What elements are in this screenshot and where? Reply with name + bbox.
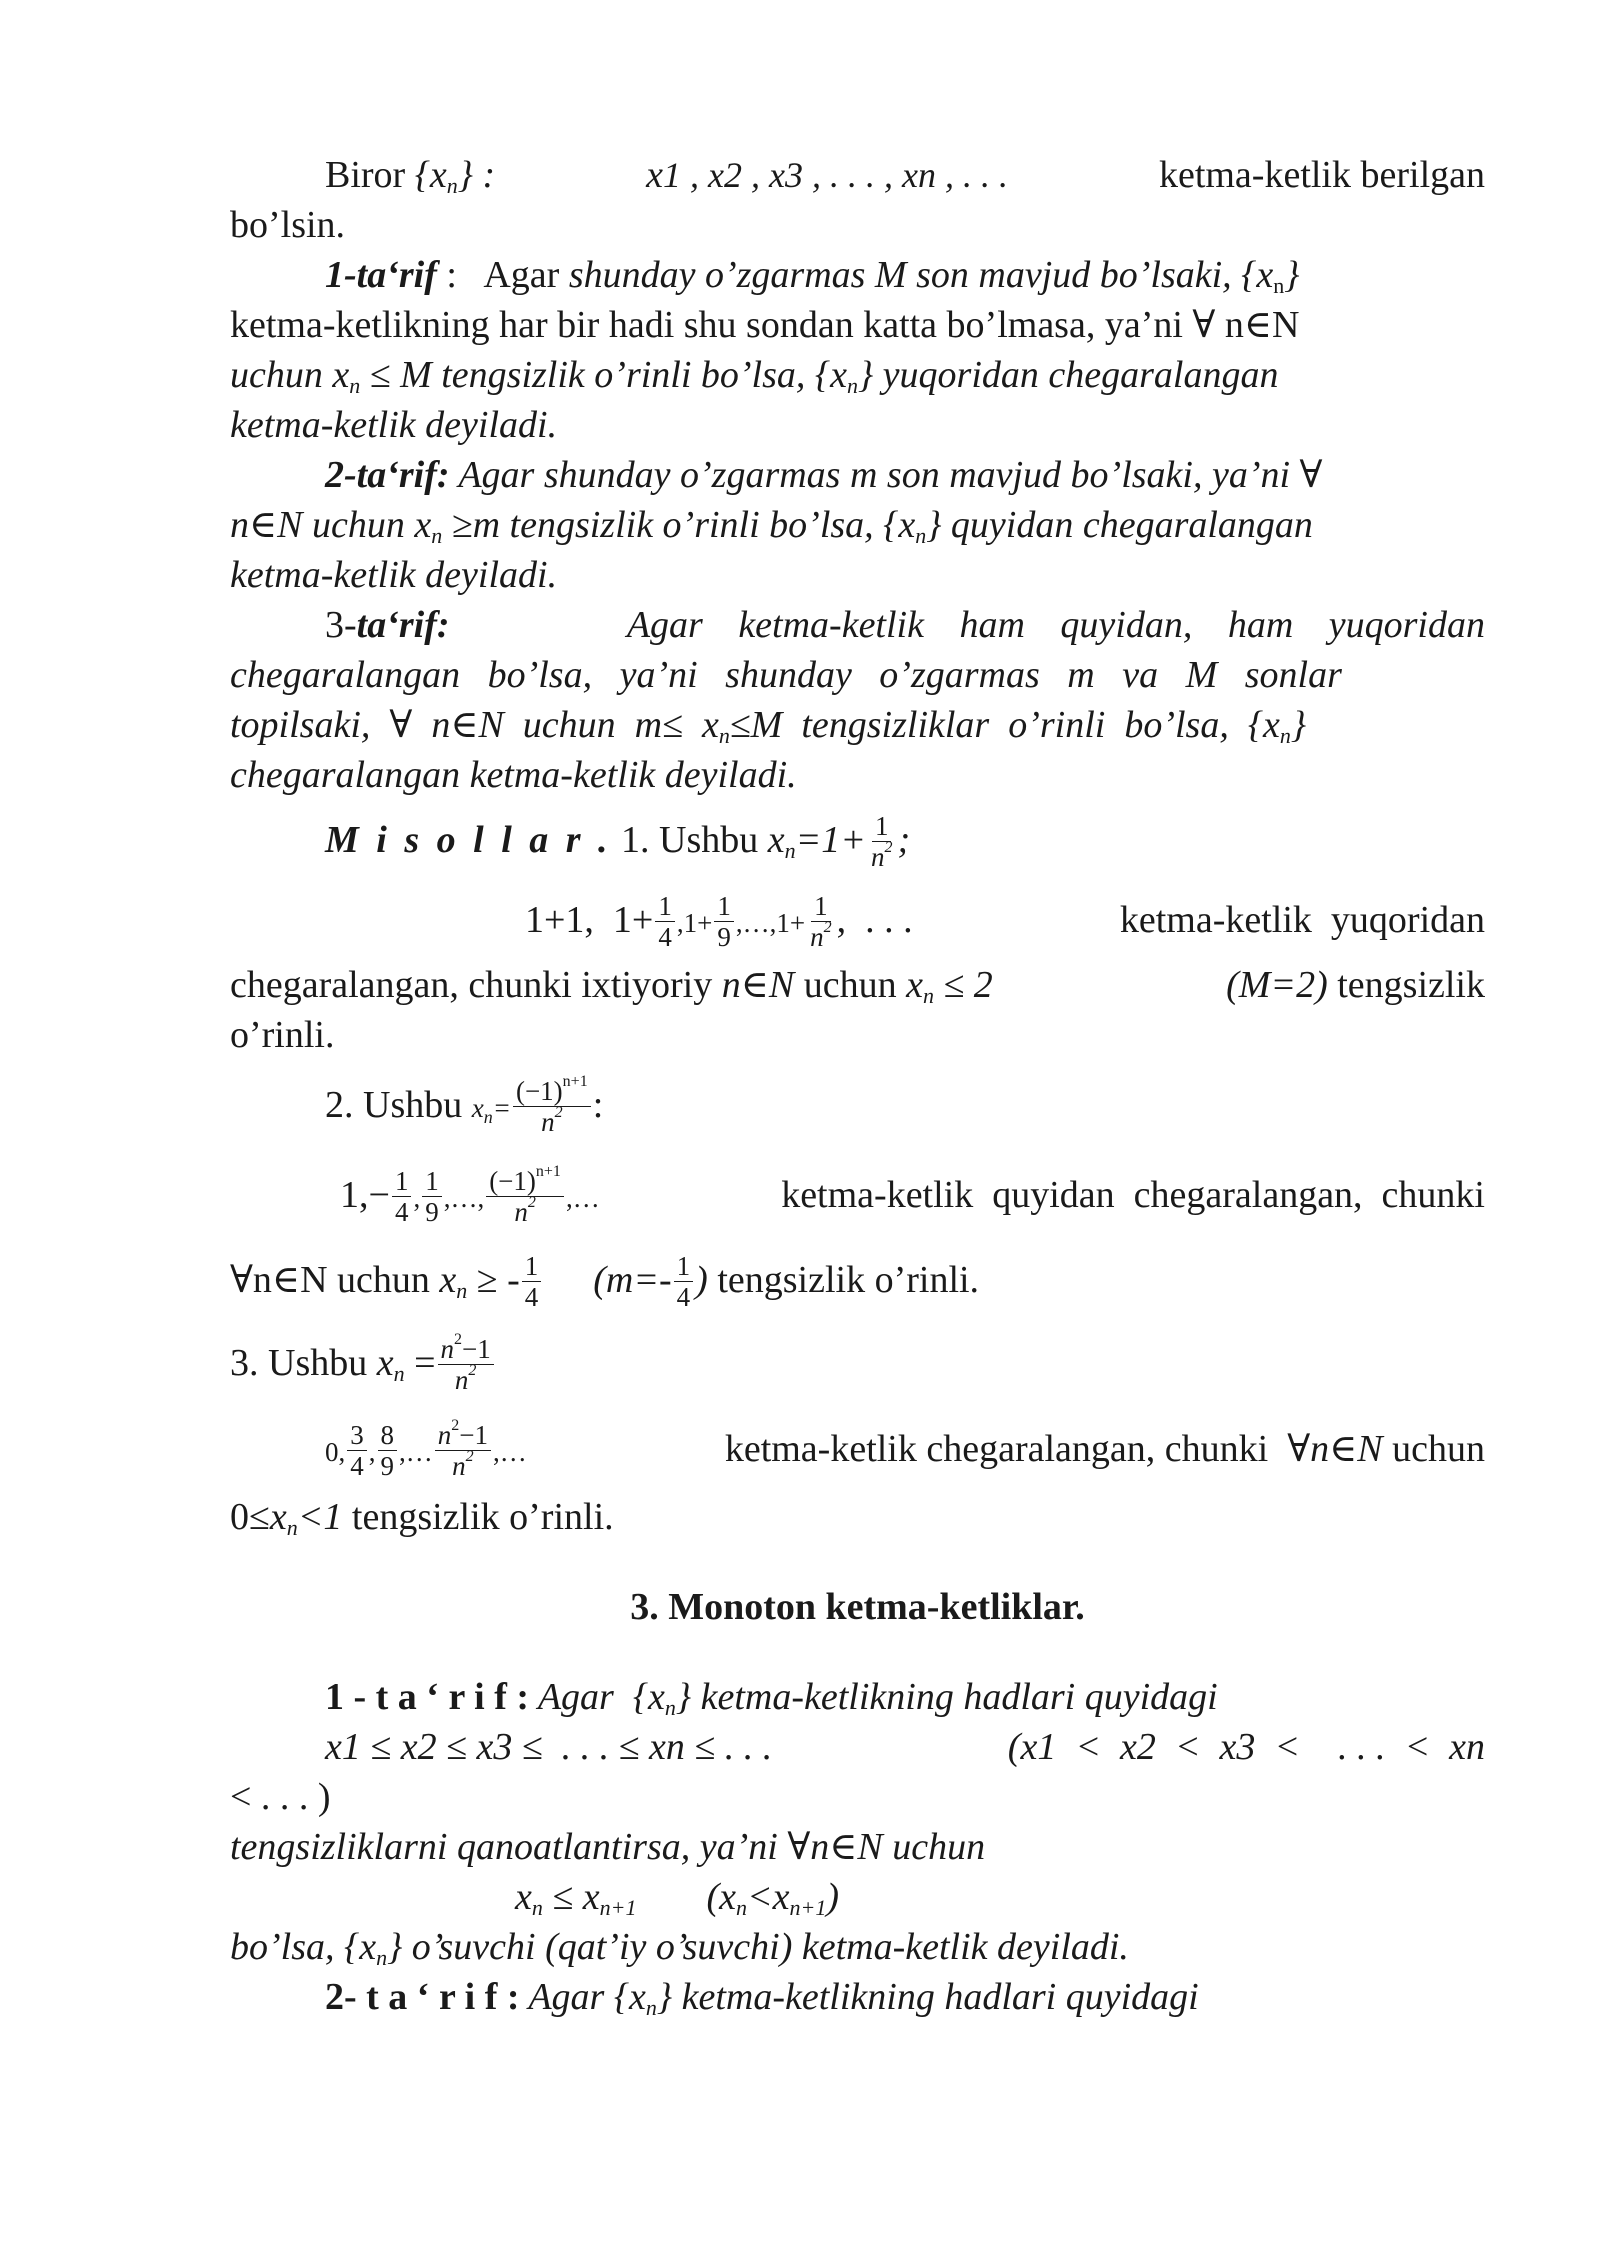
text: , . . .: [836, 899, 913, 941]
text: } quyidan chegaralangan: [926, 504, 1313, 546]
denominator: 9: [717, 921, 731, 952]
text: x: [906, 964, 923, 1006]
definition-label: 2- t a ‘ r i f :: [325, 1976, 520, 2018]
text: ;: [897, 819, 911, 861]
text: ): [695, 1259, 708, 1301]
subscript: n: [456, 1278, 468, 1303]
fraction: [714, 891, 734, 952]
superscript: 2: [823, 918, 832, 936]
denominator: [452, 1361, 480, 1395]
text: tengsizliklarni qanoatlantirsa, ya’ni ∀n∈N uchun: [230, 1826, 986, 1868]
text: 3. Ushbu: [230, 1342, 377, 1384]
superscript: n+1: [562, 1072, 588, 1090]
mono1-line-1: [230, 1672, 1485, 1722]
subscript: n: [1273, 273, 1285, 298]
numerator: [486, 1162, 564, 1197]
text: ,…,: [443, 1183, 485, 1213]
text: ≤ M tengsizlik o’rinli bo’lsa, {x: [360, 354, 847, 396]
mono1-line-4: [230, 1822, 1485, 1872]
text: ≤ 2: [933, 964, 993, 1006]
numerator: 8: [378, 1420, 398, 1451]
text: } :: [457, 154, 496, 196]
text: :: [592, 1084, 604, 1126]
text: ketma-ketlik berilgan: [1158, 154, 1485, 196]
ex1-line-4: o’rinli.: [230, 1014, 335, 1056]
fraction: [347, 1420, 367, 1481]
definition-label: 1 - t a ‘ r i f :: [325, 1676, 530, 1718]
text: n: [452, 1450, 466, 1481]
def1-line-1: [230, 250, 1485, 300]
denominator: 9: [425, 1196, 439, 1227]
text: topilsaki, ∀ n∈N uchun m≤ x: [230, 704, 719, 746]
fraction: [392, 1166, 412, 1227]
ex2-line-3: [230, 1240, 1485, 1320]
text: }: [1284, 254, 1300, 296]
text: n∈N uchun x: [230, 504, 432, 546]
def3-line-3: [230, 700, 1485, 750]
subscript: n+1: [599, 1895, 637, 1920]
numerator: [513, 1072, 591, 1107]
superscript: 2: [465, 1447, 474, 1465]
mono1-line-6: [230, 1922, 1485, 1972]
fraction: [674, 1251, 694, 1312]
text: Agar shunday o’zgarmas m son mavjud bo’lsaki, ya’ni ∀: [449, 454, 1323, 496]
examples-label: M i s o l l a r .: [325, 819, 612, 861]
text: x: [325, 1726, 342, 1768]
text: ketma-ketlik chegaralangan, chunki ∀: [724, 1428, 1311, 1470]
numerator: [435, 1416, 491, 1451]
text: } yuqoridan chegaralangan: [857, 354, 1279, 396]
text: x: [269, 1496, 287, 1538]
text: uchun x: [230, 354, 350, 396]
text: ,…: [399, 1437, 433, 1467]
text: 0,: [325, 1437, 346, 1467]
text: x: [471, 1093, 484, 1123]
text: : Agar: [436, 254, 569, 296]
text: x: [767, 819, 785, 861]
text: ≤ x: [542, 1876, 600, 1918]
text: uchun: [1382, 1428, 1485, 1470]
text: x: [515, 1876, 532, 1918]
superscript: n+1: [535, 1162, 561, 1180]
ex1-line-1: [230, 800, 1485, 880]
text: n∈N: [1310, 1428, 1383, 1470]
denominator: 4: [676, 1281, 691, 1312]
text: n: [870, 841, 885, 872]
subscript: n: [915, 523, 927, 548]
text: ketma-ketlik yuqoridan: [1119, 899, 1485, 941]
text: chegaralangan bo’lsa, ya’ni shunday o’zgarmas m va M sonlar: [230, 654, 1342, 696]
def2-line-3: [230, 550, 1485, 600]
text: x: [376, 1342, 394, 1384]
text: (x: [706, 1876, 736, 1918]
subscript: n: [376, 1945, 388, 1970]
text: } o’suvchi (qat’iy o’suvchi) ketma-ketlik deyiladi.: [387, 1926, 1129, 1968]
denominator: [449, 1447, 477, 1481]
subscript: n: [736, 1895, 747, 1920]
text: ≤M tengsizliklar o’rinli bo’lsa, {x: [729, 704, 1280, 746]
def2-line-2: [230, 500, 1485, 550]
subscript: n: [784, 838, 796, 863]
numerator: 1: [674, 1251, 694, 1282]
numerator: 1: [655, 891, 675, 922]
text: ): [826, 1876, 840, 1918]
definition-label: 2-ta‘rif:: [325, 454, 450, 496]
def1-line-4: [230, 400, 1485, 450]
fraction: [422, 1166, 442, 1227]
text: ,1+: [676, 908, 713, 938]
text: shunday o’zgarmas M son mavjud bo’lsaki, {x: [568, 254, 1274, 296]
ex1-seq-line: [230, 880, 1485, 960]
strict-inequality-chain: (x1 < x2 < x3 < . . . < xn: [1007, 1726, 1485, 1768]
ex1-line-3: [230, 960, 1485, 1010]
text: <1: [297, 1496, 343, 1538]
text: n: [810, 921, 824, 952]
seq-x: x: [646, 154, 664, 196]
text: tengsizlik: [1327, 964, 1485, 1006]
ex3-line-1: [230, 1320, 1485, 1406]
text: =1+: [795, 819, 866, 861]
fraction: [807, 891, 835, 952]
denominator: [511, 1193, 539, 1227]
denominator: [807, 918, 835, 952]
ex2-line-1: [230, 1060, 1485, 1150]
numerator: 3: [347, 1420, 367, 1451]
denominator: 4: [524, 1281, 539, 1312]
numerator: 1: [714, 891, 734, 922]
text: =: [492, 1093, 511, 1123]
denominator: [868, 838, 896, 872]
text: (m=-: [593, 1259, 672, 1301]
text: Agar ketma-ketlik ham quyidan, ham yuqoridan: [626, 604, 1485, 646]
mono1-line-2: [230, 1722, 1485, 1772]
definition-label: 1-ta‘rif: [325, 254, 437, 296]
subscript: n: [446, 173, 458, 198]
ex2-seq-line: [230, 1150, 1485, 1240]
superscript: 2: [554, 1103, 563, 1121]
intro-line-2: bo’lsin.: [230, 204, 346, 246]
text: ,…: [492, 1437, 527, 1467]
denominator: [538, 1103, 566, 1137]
text: 1. Ushbu: [611, 819, 768, 861]
subscript: n: [718, 723, 730, 748]
fraction: [868, 811, 896, 872]
text: ,: [413, 1183, 421, 1213]
text: ,…,1+: [735, 908, 806, 938]
inequality-chain: 1 ≤ x2 ≤ x3 ≤ . . . ≤ xn ≤ . . .: [341, 1726, 773, 1768]
text: n: [514, 1196, 528, 1227]
text: chegaralangan ketma-ketlik deyiladi.: [230, 754, 797, 796]
superscript: 2: [527, 1193, 536, 1211]
text: (M=2): [1226, 964, 1328, 1006]
text: 3-: [325, 604, 357, 646]
fraction: [438, 1330, 494, 1395]
definition-label: ta‘rif:: [356, 604, 450, 646]
text: tengsizlik o’rinli.: [342, 1496, 614, 1538]
subscript: n: [431, 523, 443, 548]
text: =: [404, 1342, 436, 1384]
ex3-seq-line: [230, 1406, 1485, 1492]
text: n: [437, 1419, 452, 1450]
subscript: n: [531, 1895, 543, 1920]
text: ,…: [565, 1183, 600, 1213]
numerator: 1: [811, 891, 831, 922]
text: ∀n∈N uchun: [230, 1259, 440, 1301]
fraction: [513, 1072, 591, 1137]
def2-line-1: [230, 450, 1485, 500]
subscript: n: [286, 1515, 298, 1540]
superscript: 2: [884, 838, 893, 856]
denominator: 9: [380, 1450, 394, 1481]
text: }: [1290, 704, 1307, 746]
mono2-line-1: [230, 1972, 1485, 2022]
text: (−1): [489, 1165, 536, 1196]
fraction: [522, 1251, 542, 1312]
ex3-line-3: [230, 1492, 1485, 1542]
text: n∈N: [721, 964, 795, 1006]
text: } ketma-ketlikning hadlari quyidagi: [675, 1676, 1218, 1718]
superscript: 2: [451, 1416, 460, 1434]
subscript: n: [393, 1361, 405, 1386]
text: chegaralangan, chunki ixtiyoriy: [230, 964, 722, 1006]
text: {x: [414, 154, 447, 196]
numerator: 1: [522, 1251, 542, 1282]
text: n: [541, 1106, 555, 1137]
fraction: [655, 891, 675, 952]
document-page: [230, 150, 1485, 2022]
text: n: [440, 1333, 455, 1364]
section-title: 3. Monoton ketma-ketliklar.: [630, 1586, 1085, 1628]
subscript: n+1: [789, 1895, 827, 1920]
numerator: 1: [872, 811, 892, 842]
text: x: [439, 1259, 457, 1301]
text: 1,−: [340, 1174, 390, 1216]
text: (−1): [515, 1075, 563, 1106]
mono1-line-3: < . . . ): [230, 1776, 331, 1818]
denominator: 4: [394, 1196, 409, 1227]
subscript: n: [645, 1995, 657, 2020]
def3-line-4: [230, 750, 1485, 800]
text: 0≤: [230, 1496, 270, 1538]
text: bo’lsa, {x: [230, 1926, 377, 1968]
denominator: 4: [658, 921, 672, 952]
text: n: [454, 1364, 469, 1395]
fraction: [378, 1420, 398, 1481]
superscript: 2: [468, 1361, 477, 1379]
fraction: [435, 1416, 491, 1481]
text: −1: [459, 1419, 488, 1450]
numerator: [438, 1330, 494, 1365]
subscript: n: [1279, 723, 1291, 748]
numerator: 1: [392, 1166, 412, 1197]
text: ,: [368, 1437, 376, 1467]
numerator: 1: [422, 1166, 442, 1197]
text: 2. Ushbu: [325, 1084, 472, 1126]
subscript: n: [846, 373, 858, 398]
fraction: [486, 1162, 564, 1227]
text: −1: [462, 1333, 491, 1364]
text: tengsizlik o’rinli.: [707, 1259, 980, 1301]
text: Agar {x: [529, 1676, 665, 1718]
denominator: 4: [350, 1450, 364, 1481]
text: 1+1, 1+: [525, 899, 654, 941]
superscript: 2: [454, 1330, 463, 1348]
subscript: n: [483, 1107, 493, 1127]
text: ≥m tengsizlik o’rinli bo’lsa, {x: [442, 504, 916, 546]
text: <x: [747, 1876, 790, 1918]
def3-line-1: [230, 600, 1485, 650]
text: ≥ -: [467, 1259, 520, 1301]
text: ketma-ketlik quyidan chegaralangan, chunki: [781, 1174, 1485, 1216]
def1-line-3: [230, 350, 1485, 400]
def3-line-2: [230, 650, 1485, 700]
mono1-line-5: [230, 1872, 1485, 1922]
text: uchun: [794, 964, 907, 1006]
sequence-terms: 1 , x2 , x3 , . . . , xn , . . .: [663, 155, 1008, 195]
subscript: n: [922, 983, 934, 1008]
text: } ketma-ketlikning hadlari quyidagi: [656, 1976, 1199, 2018]
def1-line-2: ketma-ketlikning har bir hadi shu sondan katta bo’lmasa, ya’ni ∀ n∈N: [230, 304, 1300, 346]
intro-line-1: [230, 150, 1485, 200]
text: Agar {x: [519, 1976, 646, 2018]
text: ketma-ketlik deyiladi.: [230, 404, 558, 446]
subscript: n: [664, 1695, 676, 1720]
text: ketma-ketlik deyiladi.: [230, 554, 558, 596]
text: Biror: [325, 154, 415, 196]
subscript: n: [349, 373, 361, 398]
